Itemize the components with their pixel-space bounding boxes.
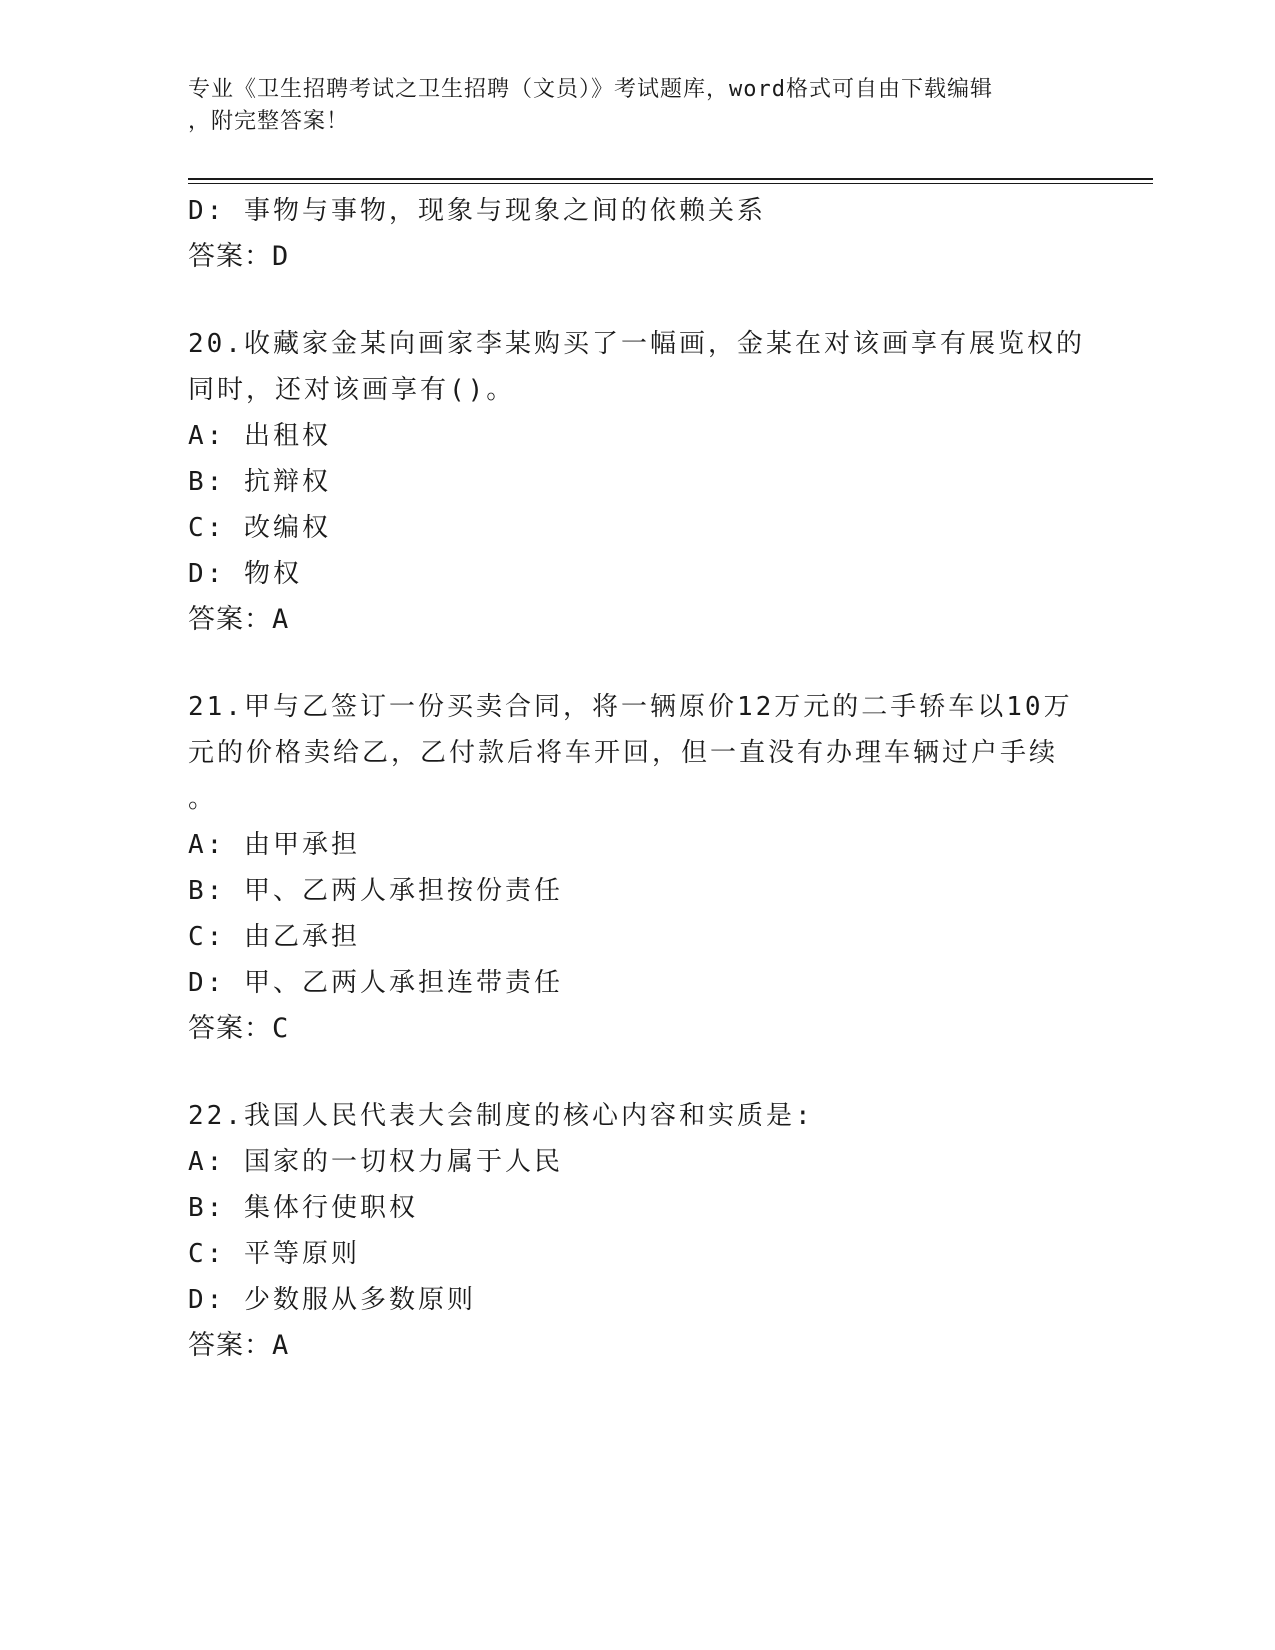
question-text-line: 元的价格卖给乙，乙付款后将车开回，但一直没有办理车辆过户手续 xyxy=(188,738,1059,768)
header-divider-thick xyxy=(188,178,1153,180)
answer-label: 答案： xyxy=(188,1013,272,1044)
spacer xyxy=(188,643,1088,684)
question-21 xyxy=(188,684,1088,1052)
option-b: B: 抗辩权 xyxy=(188,467,331,497)
question-text-line: 20.收藏家金某向画家李某购买了一幅画，金某在对该画享有展览权的 xyxy=(188,329,1085,359)
spacer xyxy=(188,1052,1088,1093)
option-d: D: 少数服从多数原则 xyxy=(188,1285,476,1315)
question-text-line: 21.甲与乙签订一份买卖合同，将一辆原价12万元的二手轿车以10万 xyxy=(188,692,1073,722)
option-a: A: 国家的一切权力属于人民 xyxy=(188,1147,563,1177)
option-d: D: 甲、乙两人承担连带责任 xyxy=(188,968,563,998)
answer-label: 答案： xyxy=(188,1330,272,1361)
option-a: A: 由甲承担 xyxy=(188,830,360,860)
option-c: C: 平等原则 xyxy=(188,1239,360,1269)
header-line-1: 专业《卫生招聘考试之卫生招聘（文员）》考试题库，word格式可自由下载编辑 xyxy=(188,77,993,102)
answer-value: A xyxy=(272,1330,290,1361)
question-text-line: 22.我国人民代表大会制度的核心内容和实质是: xyxy=(188,1101,814,1131)
spacer xyxy=(188,280,1088,321)
header-line-2: ，附完整答案！ xyxy=(188,109,350,134)
option-c: C: 改编权 xyxy=(188,513,331,543)
question-content xyxy=(188,188,1088,1369)
answer-label: 答案： xyxy=(188,241,272,272)
answer xyxy=(188,1323,1088,1369)
question-text-line: 同时，还对该画享有()。 xyxy=(188,375,516,405)
question-22 xyxy=(188,1093,1088,1369)
option-b: B: 集体行使职权 xyxy=(188,1193,418,1223)
question-text-line: 。 xyxy=(188,784,218,814)
answer-value: D xyxy=(272,241,290,272)
carry-option-d: D: 事物与事物，现象与现象之间的依赖关系 xyxy=(188,196,766,226)
answer-value: A xyxy=(272,604,290,635)
question-20 xyxy=(188,321,1088,643)
answer xyxy=(188,1006,1088,1052)
answer-label: 答案： xyxy=(188,604,272,635)
option-d: D: 物权 xyxy=(188,559,302,589)
option-a: A: 出租权 xyxy=(188,421,331,451)
option-c: C: 由乙承担 xyxy=(188,922,360,952)
answer-value: C xyxy=(272,1013,290,1044)
option-b: B: 甲、乙两人承担按份责任 xyxy=(188,876,563,906)
answer xyxy=(188,597,1088,643)
header-divider-thin xyxy=(188,183,1153,184)
carry-answer xyxy=(188,234,1088,280)
document-header xyxy=(188,74,1088,138)
